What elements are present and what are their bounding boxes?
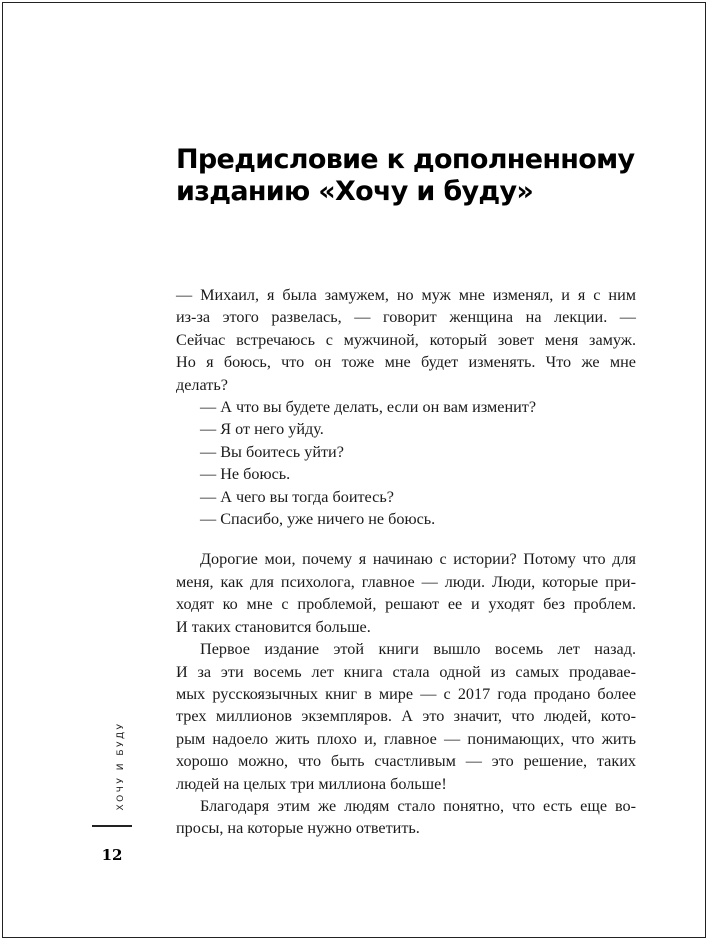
- text-line: И таких становится больше.: [176, 617, 371, 636]
- paragraph-thanks: [176, 795, 636, 840]
- text-line: Дорогие мои, почему я начинаю с истории? Потому что для: [200, 550, 636, 569]
- paragraph-first-edition: [176, 638, 636, 795]
- text-line: из-за этого развелась, — говорит женщина на лекции. —: [176, 308, 636, 327]
- text-line: И за эти восемь лет книга стала одной из самых продавае-: [176, 662, 636, 681]
- paragraph-gap: [176, 530, 636, 548]
- text-line: ходят ко мне с проблемой, решают ее и уходят без проблем.: [176, 595, 636, 614]
- dialogue-line: — Я от него уйду.: [200, 420, 324, 439]
- dialogue-line: — Вы боитесь уйти?: [200, 442, 344, 461]
- text-line: делать?: [176, 375, 228, 394]
- dialogue-line: — Спасибо, уже ничего не боюсь.: [200, 510, 436, 529]
- text-line: Сейчас встречаюсь с мужчиной, который зовет меня замуж.: [176, 330, 636, 349]
- text-line: людей на целых три миллиона больше!: [176, 774, 447, 793]
- text-line: трех миллионов экземпляров. А это значит, что людей, кото-: [176, 707, 636, 726]
- dialogue-block: [176, 396, 636, 530]
- text-line: рым надоело жить плохо и, главное — понимающих, что жить: [176, 729, 636, 748]
- running-head-text: ХОЧУ И БУДУ: [116, 721, 126, 811]
- page-number: 12: [101, 846, 123, 864]
- running-head: [113, 720, 129, 812]
- chapter-title: [176, 144, 676, 208]
- text-line: меня, как для психолога, главное — люди. Люди, которые при-: [176, 572, 636, 591]
- text-line: Первое издание этой книги вышло восемь лет назад.: [200, 640, 636, 659]
- paragraph-intro-question: [176, 284, 636, 396]
- text-line: хорошо можно, что быть счастливым — это решение, таких: [176, 752, 636, 771]
- paragraph-why-story: [176, 548, 636, 638]
- body-text: [176, 284, 636, 840]
- dialogue-line: — А чего вы тогда боитесь?: [200, 487, 394, 506]
- text-line: просы, на которые нужно ответить.: [176, 819, 420, 838]
- text-line: — Михаил, я была замужем, но муж мне изменял, и я с ним: [176, 286, 636, 304]
- folio-rule: [92, 825, 132, 827]
- dialogue-line: — А что вы будете делать, если он вам изменит?: [200, 398, 537, 417]
- chapter-title-line: изданию «Хочу и буду»: [176, 176, 534, 207]
- chapter-title-line: Предисловие к дополненному: [176, 144, 635, 175]
- text-line: Благодаря этим же людям стало понятно, что есть еще во-: [200, 796, 636, 815]
- text-line: мых русскоязычных книг в мире — с 2017 года продано более: [176, 684, 636, 703]
- text-line: Но я боюсь, что он тоже мне будет изменять. Что же мне: [176, 353, 636, 372]
- dialogue-line: — Не боюсь.: [200, 465, 291, 484]
